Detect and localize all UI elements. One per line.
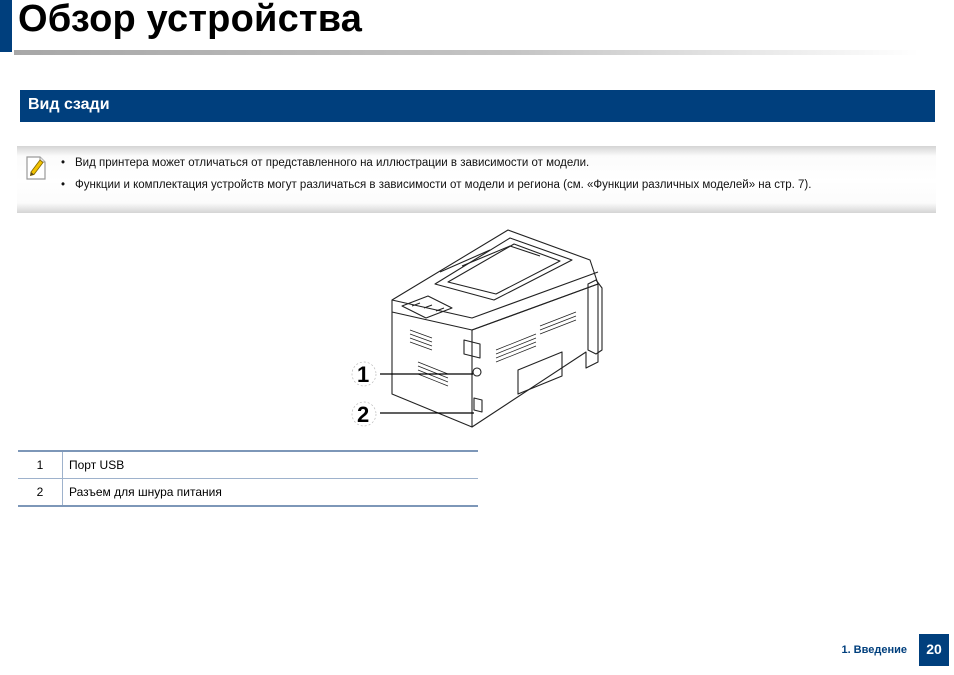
table-row — [18, 479, 478, 507]
note-box — [17, 146, 936, 213]
note-item: • Вид принтера может отличаться от представленного на иллюстрации в зависимости от модели. — [61, 157, 590, 169]
callout-1: 1 — [357, 362, 370, 387]
printer-rear-view-illustration — [340, 222, 620, 437]
page-number: 20 — [919, 634, 949, 666]
note-list — [61, 157, 811, 201]
printer-line-drawing — [340, 222, 620, 437]
part-label: Порт USB — [63, 451, 479, 479]
note-pencil-icon — [25, 155, 47, 181]
title-divider — [14, 50, 919, 55]
section-header: Вид сзади — [20, 90, 935, 122]
part-number: 1 — [18, 451, 63, 479]
footer-section-link[interactable]: 1. Введение — [841, 644, 907, 656]
note-item: • Функции и комплектация устройств могут различаться в зависимости от модели и региона (см. «Функции различных моделей» на стр. 7). — [61, 179, 812, 191]
note-item-text: Функции и комплектация устройств могут различаться в зависимости от модели и региона (см. «Функции различных моделей» на стр. 7). — [75, 179, 812, 191]
table-row — [18, 451, 478, 479]
title-accent-bar — [0, 0, 12, 52]
callout-2: 2 — [357, 402, 370, 427]
note-item-text: Вид принтера может отличаться от представленного на иллюстрации в зависимости от модели. — [75, 157, 590, 169]
part-label: Разъем для шнура питания — [69, 485, 222, 499]
part-number: 2 — [18, 479, 63, 507]
parts-table — [18, 450, 478, 507]
page-title: Обзор устройства — [18, 0, 363, 40]
